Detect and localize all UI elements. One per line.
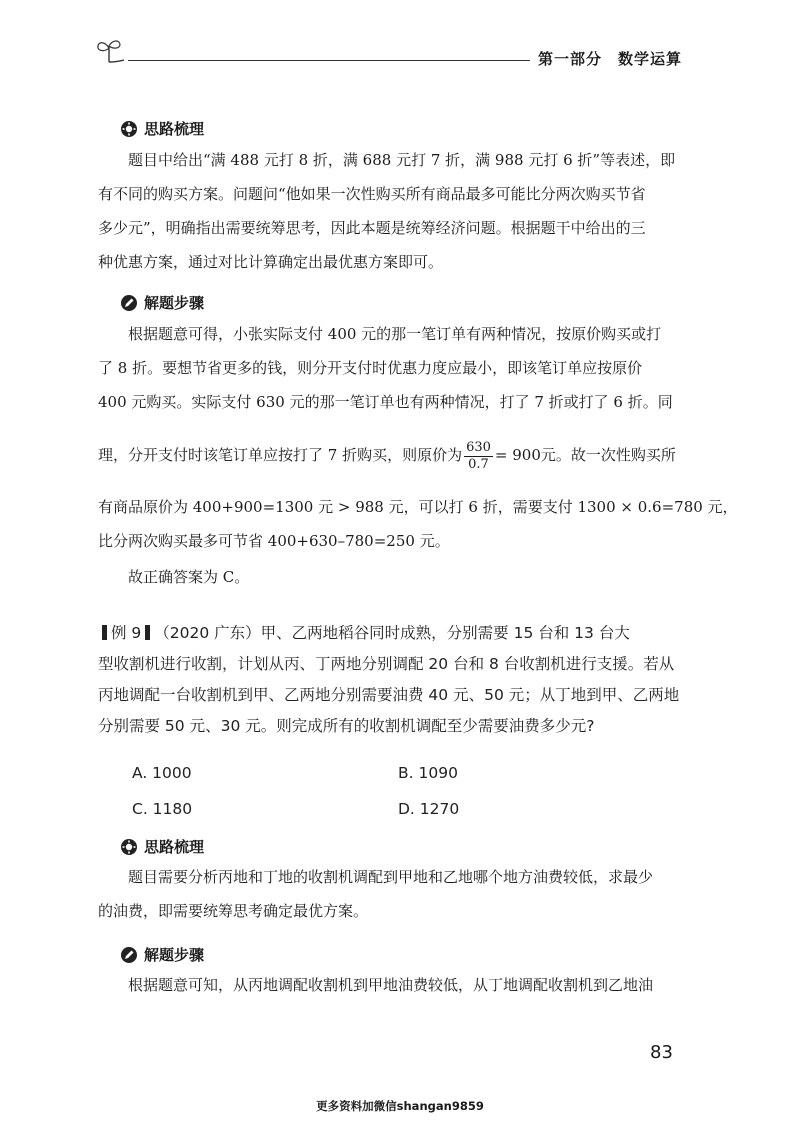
sprout-icon [94,36,124,64]
footer-note: 更多资料加微信shangan9859 [316,1099,484,1113]
solution-paragraph-3 [98,968,698,1002]
bar-marker [145,625,150,640]
text-line: 根据题意可知，从丙地调配收割机到甲地油费较低，从丁地调配收割机到乙地油 [128,976,654,994]
option-c: C. 1180 [132,800,193,818]
analysis-paragraph-2 [98,860,698,928]
solution-paragraph-1 [98,317,698,419]
section-heading-analysis-2 [120,836,204,857]
section-heading-label: 解题步骤 [144,294,205,312]
section-heading-solution-1 [120,292,204,313]
option-d: D. 1270 [398,800,460,818]
section-heading-label: 思路梳理 [144,120,205,138]
fraction-line [98,436,698,474]
bar-marker [102,625,107,640]
section-heading-label: 解题步骤 [144,946,205,964]
text-line: 题目中给出“满 488 元打 8 折，满 688 元打 7 折，满 988 元打 6 折”等表述，即 [128,151,676,169]
fraction [464,440,493,473]
text-line: 有商品原价为 400+900=1300 元 > 988 元，可以打 6 折，需要支付 1300 × 0.6=780 元， [98,498,738,516]
pencil-icon [120,294,138,312]
text-line: 比分两次购买最多可节省 400+630–780=250 元。 [98,532,450,550]
text-line: 种优惠方案，通过对比计算确定出最优惠方案即可。 [98,253,444,271]
text-line: 根据题意可得，小张实际支付 400 元的那一笔订单有两种情况，按原价购买或打 [128,325,662,343]
gear-icon [120,120,138,138]
chapter-title: 第一部分 数学运算 [538,50,683,68]
text-line: 多少元”，明确指出需要统筹思考，因此本题是统筹经济问题。根据题干中给出的三 [98,219,646,237]
text-line: 分别需要 50 元、30 元。则完成所有的收割机调配至少需要油费多少元? [98,717,595,735]
analysis-paragraph-1 [98,143,698,279]
text-line: 的油费，即需要统筹思考确定最优方案。 [98,902,369,920]
section-heading-label: 思路梳理 [144,838,205,856]
fraction-numerator: 630 [466,439,491,455]
text-line: 题目需要分析丙地和丁地的收割机调配到甲地和乙地哪个地方油费较低，求最少 [128,868,654,886]
text-line: 了 8 折。要想节省更多的钱，则分开支付时优惠力度应最小，即该笔订单应按原价 [98,359,643,377]
option-b: B. 1090 [398,764,458,782]
example-label: 例 9 [111,624,142,642]
answer-line [98,560,698,594]
section-heading-analysis-1 [120,118,204,139]
option-a: A. 1000 [132,764,192,782]
solution-paragraph-2 [98,490,738,558]
text-segment: 理，分开支付时该笔订单应按打了 7 折购买，则原价为 [98,446,463,464]
solution-fraction-line [98,436,698,474]
page-number: 83 [650,1042,673,1063]
text-segment: = 900元。故一次性购买所 [494,446,676,464]
text-segment: （2020 广东）甲、乙两地稻谷同时成熟，分别需要 15 台和 13 台大 [154,624,630,642]
section-heading-solution-2 [120,944,204,965]
text-line: 丙地调配一台收割机到甲、乙两地分别需要油费 40 元、50 元；从丁地到甲、乙两地 [98,686,680,704]
text-line: 有不同的购买方案。问题问“他如果一次性购买所有商品最多可能比分两次购买节省 [98,185,646,203]
text-line: 型收割机进行收割，计划从丙、丁两地分别调配 20 台和 8 台收割机进行支援。若从 [98,655,675,673]
fraction-denominator: 0.7 [468,456,489,472]
header-rule [128,60,530,61]
gear-icon [120,838,138,856]
pencil-icon [120,946,138,964]
text-line: 400 元购买。实际支付 630 元的那一笔订单也有两种情况，打了 7 折或打了 6 折。同 [98,393,673,411]
answer-text: 故正确答案为 C。 [128,568,250,586]
example-question [98,618,708,742]
example-first-line [98,618,708,649]
